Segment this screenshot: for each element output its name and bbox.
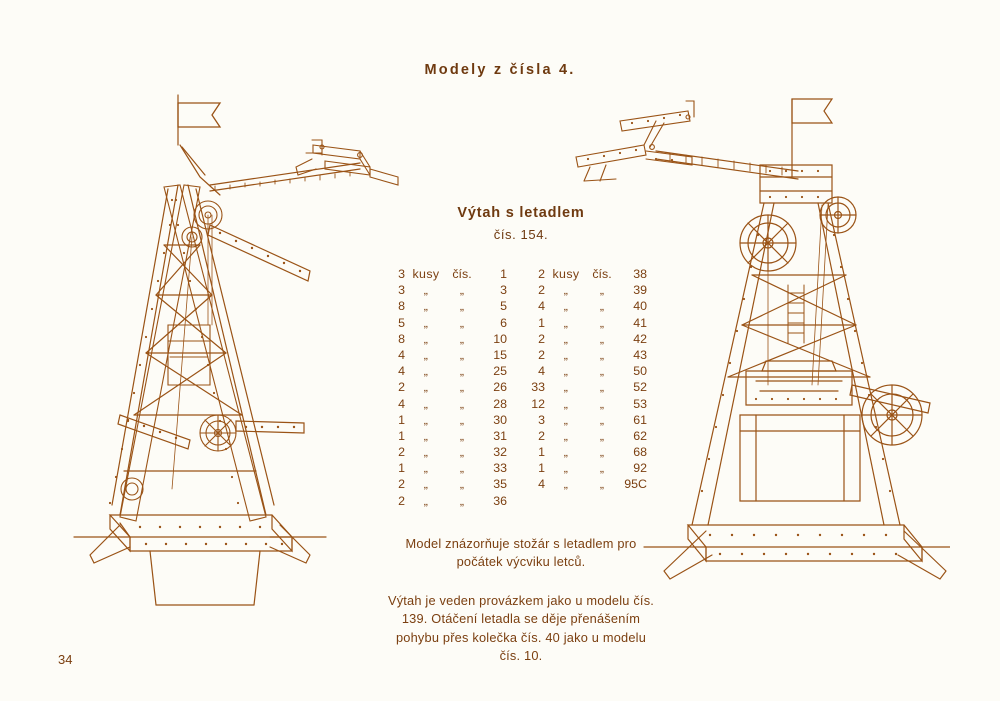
part-number: 42: [633, 331, 647, 346]
parts-row: [385, 379, 507, 395]
part-number: 50: [633, 364, 647, 379]
part-number: 40: [633, 299, 647, 314]
part-qty: 1: [398, 412, 405, 427]
part-number: 95C: [624, 477, 647, 492]
part-cis: „: [599, 428, 605, 443]
parts-row: [385, 298, 507, 314]
part-cis: „: [459, 445, 465, 460]
part-qty: 2: [398, 493, 405, 508]
part-unit: „: [563, 380, 569, 395]
part-unit: „: [423, 380, 429, 395]
part-unit: „: [423, 461, 429, 476]
parts-row: [525, 315, 647, 331]
parts-row: [385, 315, 507, 331]
part-cis: „: [459, 331, 465, 346]
part-number: 41: [633, 315, 647, 330]
part-qty: 1: [398, 461, 405, 476]
part-unit: „: [563, 331, 569, 346]
part-number: 32: [493, 445, 507, 460]
parts-row: [385, 493, 507, 509]
part-cis: „: [459, 461, 465, 476]
parts-list: [385, 266, 657, 509]
part-number: 39: [633, 283, 647, 298]
part-qty: 4: [538, 477, 545, 492]
part-cis: „: [459, 347, 465, 362]
part-unit: „: [423, 445, 429, 460]
part-unit: kusy: [412, 267, 440, 281]
part-number: 52: [633, 380, 647, 395]
part-number: 1: [500, 267, 507, 281]
parts-row: [525, 476, 647, 492]
part-cis: čís.: [592, 267, 612, 281]
part-unit: „: [563, 283, 569, 298]
description-paragraph-2: Výtah je veden provázkem jako u modelu čís. 139. Otáčení letadla se děje přenášením pohybu přes kolečka čís. 40 jako u modelu čís. 10.: [387, 592, 655, 664]
part-number: 38: [633, 267, 647, 281]
parts-row: [525, 298, 647, 314]
part-cis: „: [459, 396, 465, 411]
part-cis: čís.: [452, 267, 472, 281]
part-number: 3: [500, 283, 507, 298]
part-number: 30: [493, 412, 507, 427]
parts-list-left-column: [385, 266, 507, 509]
part-unit: „: [563, 412, 569, 427]
part-cis: „: [599, 380, 605, 395]
part-unit: kusy: [552, 267, 580, 281]
parts-row: [385, 266, 507, 282]
part-unit: „: [423, 493, 429, 508]
parts-row: [385, 347, 507, 363]
part-unit: „: [423, 347, 429, 362]
part-cis: „: [459, 428, 465, 443]
part-number: 33: [493, 461, 507, 476]
parts-row: [525, 363, 647, 379]
part-qty: 3: [538, 412, 545, 427]
part-unit: „: [423, 283, 429, 298]
part-unit: „: [563, 315, 569, 330]
part-unit: „: [423, 331, 429, 346]
part-qty: 4: [538, 299, 545, 314]
part-qty: 1: [538, 315, 545, 330]
part-number: 36: [493, 493, 507, 508]
part-number: 43: [633, 347, 647, 362]
part-unit: „: [563, 428, 569, 443]
part-unit: „: [563, 347, 569, 362]
part-number: 5: [500, 299, 507, 314]
model-info-column: [385, 205, 657, 666]
part-qty: 1: [398, 428, 405, 443]
part-qty: 2: [538, 428, 545, 443]
parts-row: [525, 444, 647, 460]
part-qty: 1: [538, 461, 545, 476]
parts-row: [525, 428, 647, 444]
parts-row: [385, 476, 507, 492]
part-number: 31: [493, 428, 507, 443]
part-qty: 8: [398, 331, 405, 346]
part-cis: „: [459, 315, 465, 330]
model-number: čís. 154.: [493, 227, 549, 242]
parts-row: [525, 412, 647, 428]
part-unit: „: [563, 461, 569, 476]
part-cis: „: [599, 299, 605, 314]
parts-row: [385, 331, 507, 347]
part-qty: 12: [531, 396, 545, 411]
parts-row: [385, 396, 507, 412]
part-cis: „: [599, 461, 605, 476]
parts-row: [525, 331, 647, 347]
part-qty: 3: [398, 267, 405, 281]
part-unit: „: [563, 477, 569, 492]
part-cis: „: [599, 283, 605, 298]
part-cis: „: [459, 493, 465, 508]
part-cis: „: [459, 299, 465, 314]
part-cis: „: [599, 364, 605, 379]
part-number: 61: [633, 412, 647, 427]
part-qty: 1: [538, 445, 545, 460]
part-cis: „: [459, 283, 465, 298]
part-qty: 4: [538, 364, 545, 379]
parts-row: [385, 363, 507, 379]
part-cis: „: [459, 380, 465, 395]
part-cis: „: [599, 445, 605, 460]
part-number: 28: [493, 396, 507, 411]
part-unit: „: [423, 412, 429, 427]
part-cis: „: [459, 412, 465, 427]
part-number: 53: [633, 396, 647, 411]
part-number: 92: [633, 461, 647, 476]
parts-row: [525, 460, 647, 476]
part-qty: 2: [538, 347, 545, 362]
part-number: 26: [493, 380, 507, 395]
part-unit: „: [563, 445, 569, 460]
part-unit: „: [423, 364, 429, 379]
parts-row: [385, 412, 507, 428]
part-cis: „: [599, 477, 605, 492]
parts-row: [525, 347, 647, 363]
figure-left: [60, 85, 400, 630]
part-unit: „: [423, 315, 429, 330]
part-qty: 4: [398, 364, 405, 379]
part-cis: „: [599, 396, 605, 411]
part-qty: 2: [398, 380, 405, 395]
part-cis: „: [599, 315, 605, 330]
part-qty: 3: [398, 283, 405, 298]
part-cis: „: [599, 331, 605, 346]
part-qty: 2: [538, 331, 545, 346]
parts-row: [385, 428, 507, 444]
part-qty: 2: [538, 267, 545, 281]
part-qty: 2: [398, 445, 405, 460]
page-title: Modely z čísla 4.: [424, 62, 576, 78]
part-unit: „: [563, 396, 569, 411]
part-unit: „: [423, 477, 429, 492]
part-unit: „: [423, 299, 429, 314]
model-name: Výtah s letadlem: [457, 205, 585, 221]
part-qty: 4: [398, 347, 405, 362]
part-cis: „: [459, 364, 465, 379]
parts-row: [385, 444, 507, 460]
parts-row: [525, 396, 647, 412]
part-qty: 2: [538, 283, 545, 298]
part-qty: 4: [398, 396, 405, 411]
parts-row: [385, 282, 507, 298]
part-qty: 5: [398, 315, 405, 330]
part-cis: „: [459, 477, 465, 492]
part-unit: „: [563, 364, 569, 379]
page-number: 34: [58, 652, 73, 667]
part-qty: 8: [398, 299, 405, 314]
part-number: 62: [633, 428, 647, 443]
part-number: 25: [493, 364, 507, 379]
part-cis: „: [599, 347, 605, 362]
part-unit: „: [423, 428, 429, 443]
part-qty: 33: [531, 380, 545, 395]
part-cis: „: [599, 412, 605, 427]
parts-list-right-column: [525, 266, 647, 509]
part-number: 10: [493, 331, 507, 346]
part-number: 68: [633, 445, 647, 460]
part-qty: 2: [398, 477, 405, 492]
parts-row: [525, 379, 647, 395]
parts-row: [525, 266, 647, 282]
parts-row: [385, 460, 507, 476]
part-unit: „: [423, 396, 429, 411]
part-number: 6: [500, 315, 507, 330]
parts-row: [525, 282, 647, 298]
part-unit: „: [563, 299, 569, 314]
description-paragraph-1: Model znázorňuje stožár s letadlem pro počátek výcviku letců.: [405, 535, 637, 570]
part-number: 15: [493, 347, 507, 362]
part-number: 35: [493, 477, 507, 492]
